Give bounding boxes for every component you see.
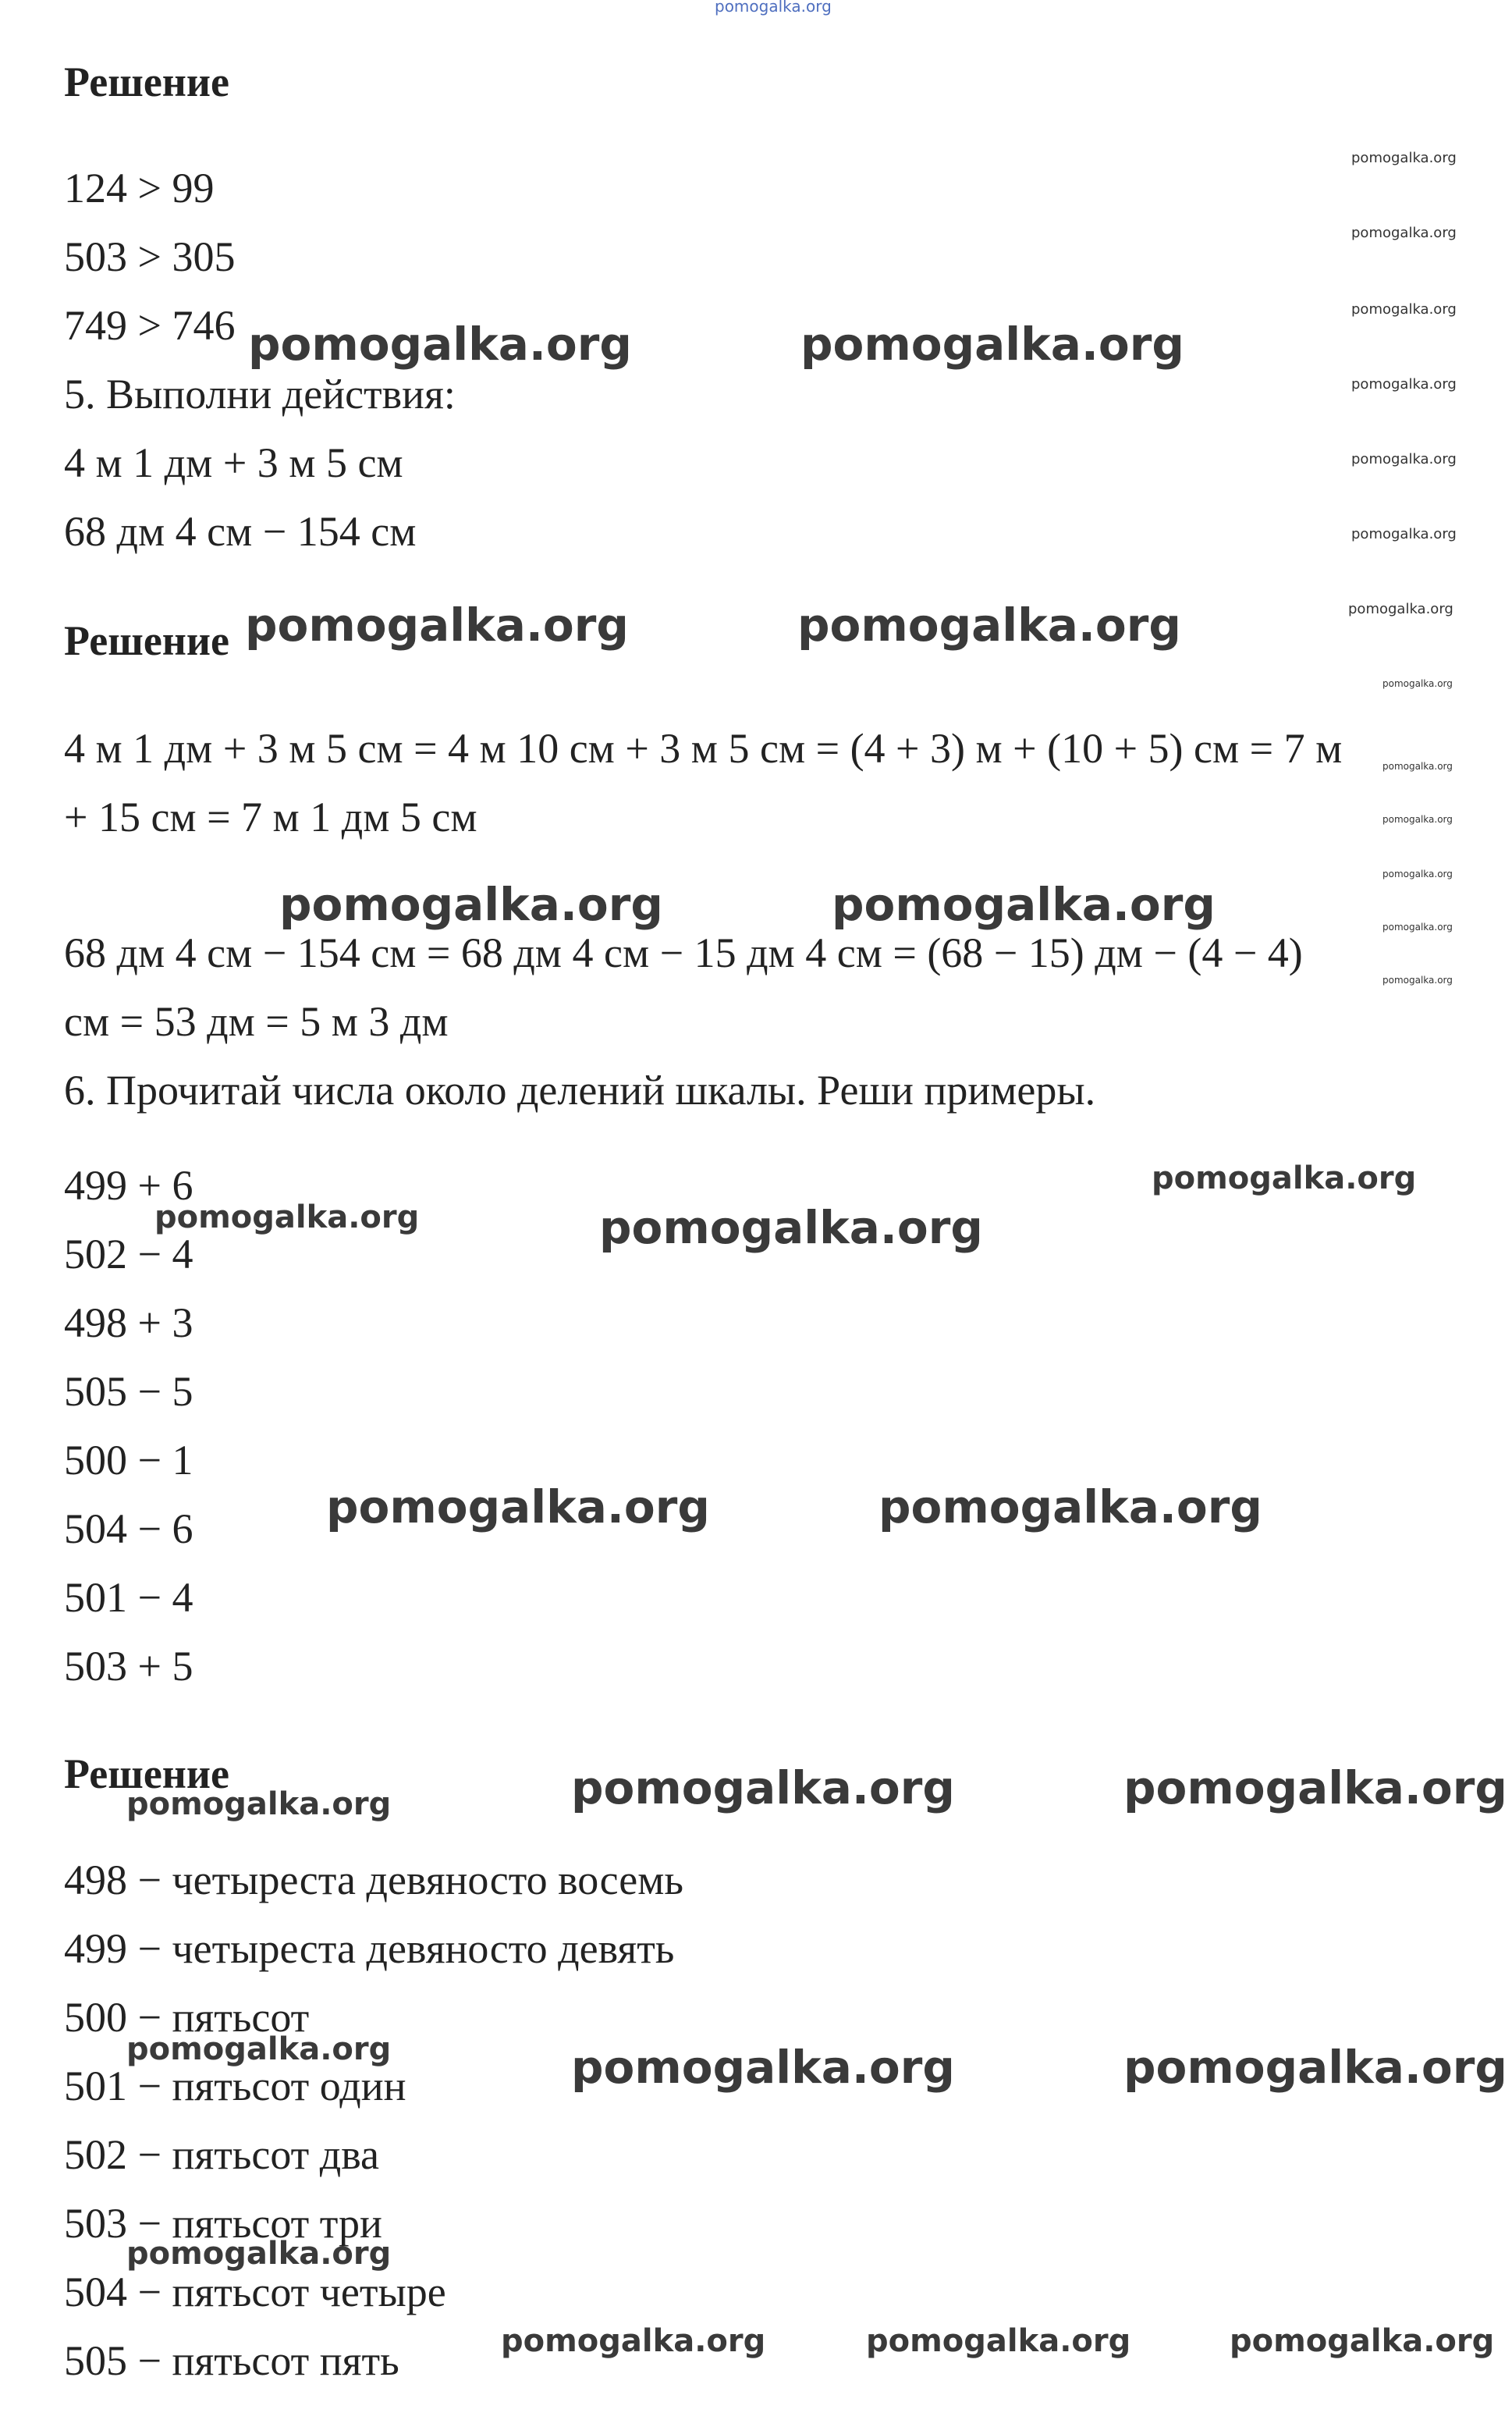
solution-heading: Решение <box>64 59 229 105</box>
solution-line: 68 дм 4 см − 154 см = 68 дм 4 см − 15 дм 4 см = (68 − 15) дм − (4 − 4) <box>64 929 1303 976</box>
number-word-line: 504 − пятьсот четыре <box>64 2269 446 2315</box>
watermark: pomogalka.org <box>1152 1160 1417 1196</box>
task-title: 6. Прочитай числа около делений шкалы. Реши примеры. <box>64 1067 1096 1114</box>
watermark: pomogalka.org <box>800 318 1184 371</box>
watermark: pomogalka.org <box>571 2041 955 2094</box>
example-line: 500 − 1 <box>64 1437 193 1483</box>
task-line: 4 м 1 дм + 3 м 5 см <box>64 439 403 486</box>
watermark: pomogalka.org <box>1351 451 1457 467</box>
comparison-line: 503 > 305 <box>64 233 236 280</box>
watermark: pomogalka.org <box>1382 975 1453 986</box>
watermark: pomogalka.org <box>571 1761 955 1814</box>
solution-line: см = 53 дм = 5 м 3 дм <box>64 998 449 1045</box>
number-word-line: 502 − пятьсот два <box>64 2131 379 2178</box>
watermark: pomogalka.org <box>1351 301 1457 318</box>
example-line: 499 + 6 <box>64 1162 193 1209</box>
number-word-line: 500 − пятьсот <box>64 1994 310 2041</box>
solution-line: 4 м 1 дм + 3 м 5 см = 4 м 10 см + 3 м 5 см = (4 + 3) м + (10 + 5) см = 7 м <box>64 725 1343 772</box>
watermark: pomogalka.org <box>715 0 832 16</box>
example-line: 505 − 5 <box>64 1368 193 1415</box>
number-word-line: 498 − четыреста девяносто восемь <box>64 1857 683 1903</box>
watermark: pomogalka.org <box>1348 601 1453 617</box>
example-line: 498 + 3 <box>64 1299 193 1346</box>
watermark: pomogalka.org <box>326 1480 710 1533</box>
example-line: 504 − 6 <box>64 1505 193 1552</box>
comparison-line: 749 > 746 <box>64 302 236 349</box>
watermark: pomogalka.org <box>1382 814 1453 825</box>
watermark: pomogalka.org <box>154 1199 420 1235</box>
watermark: pomogalka.org <box>878 1480 1262 1533</box>
example-line: 502 − 4 <box>64 1231 193 1277</box>
watermark: pomogalka.org <box>279 878 663 931</box>
watermark: pomogalka.org <box>1351 526 1457 542</box>
watermark: pomogalka.org <box>126 1786 392 1822</box>
watermark: pomogalka.org <box>1382 922 1453 933</box>
watermark: pomogalka.org <box>1351 150 1457 166</box>
example-line: 503 + 5 <box>64 1643 193 1690</box>
watermark: pomogalka.org <box>1382 869 1453 879</box>
watermark: pomogalka.org <box>1382 678 1453 689</box>
solution-heading: Решение <box>64 1750 229 1797</box>
example-line: 501 − 4 <box>64 1574 193 1621</box>
watermark: pomogalka.org <box>245 599 629 652</box>
watermark: pomogalka.org <box>832 878 1216 931</box>
watermark: pomogalka.org <box>797 599 1181 652</box>
watermark: pomogalka.org <box>501 2323 766 2359</box>
watermark: pomogalka.org <box>126 2031 392 2067</box>
task-line: 68 дм 4 см − 154 см <box>64 508 417 555</box>
watermark: pomogalka.org <box>1123 2041 1507 2094</box>
number-word-line: 501 − пятьсот один <box>64 2063 406 2109</box>
watermark: pomogalka.org <box>1230 2323 1495 2359</box>
task-title: 5. Выполни действия: <box>64 371 456 418</box>
solution-heading: Решение <box>64 617 229 664</box>
comparison-line: 124 > 99 <box>64 165 215 211</box>
solution-line: + 15 см = 7 м 1 дм 5 см <box>64 794 477 840</box>
watermark: pomogalka.org <box>1351 225 1457 241</box>
number-word-line: 499 − четыреста девяносто девять <box>64 1925 675 1972</box>
watermark: pomogalka.org <box>1123 1761 1507 1814</box>
number-word-line: 503 − пятьсот три <box>64 2200 382 2247</box>
watermark: pomogalka.org <box>248 318 632 371</box>
watermark: pomogalka.org <box>866 2323 1131 2359</box>
number-word-line: 505 − пятьсот пять <box>64 2337 399 2384</box>
watermark: pomogalka.org <box>126 2236 392 2272</box>
watermark: pomogalka.org <box>1351 376 1457 393</box>
watermark: pomogalka.org <box>1382 761 1453 772</box>
watermark: pomogalka.org <box>599 1201 983 1254</box>
